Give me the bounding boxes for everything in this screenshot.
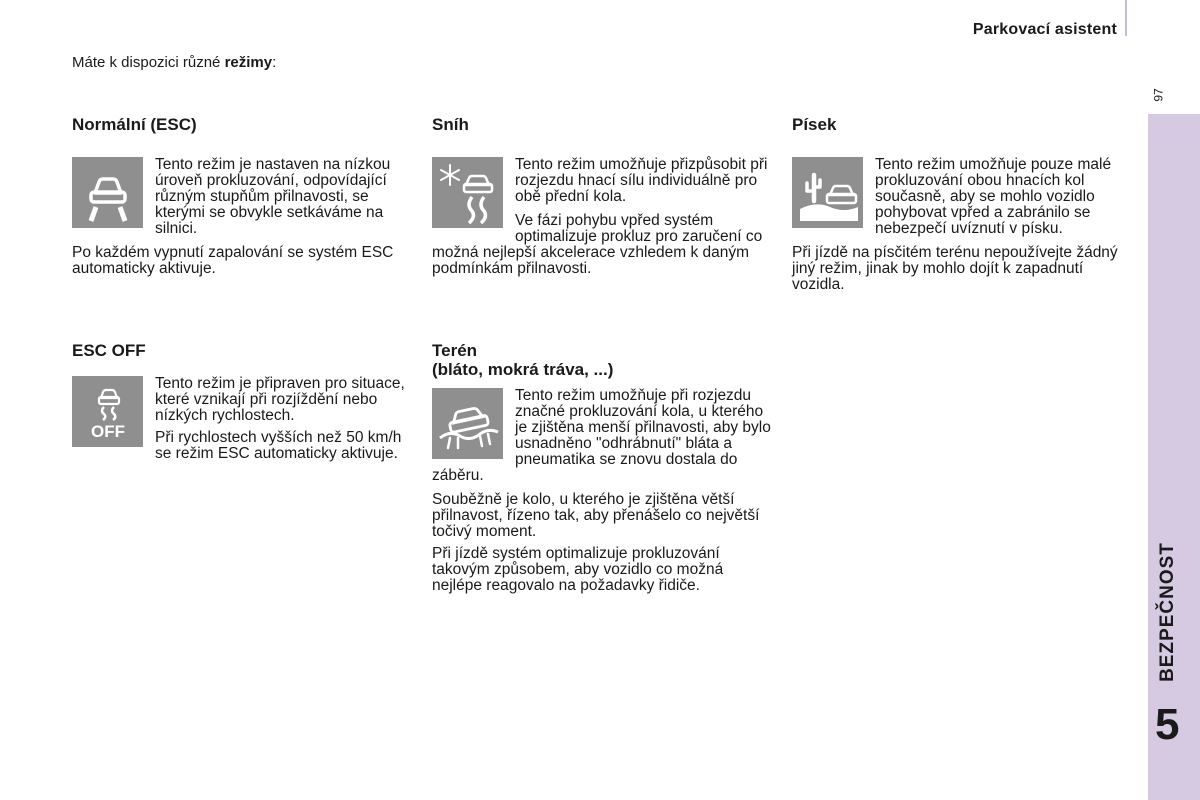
road-lanes-car-icon xyxy=(72,157,143,228)
section-title: Normální (ESC) xyxy=(72,115,197,134)
cactus-car-icon xyxy=(792,157,863,228)
header-title: Parkovací asistent xyxy=(972,21,1117,38)
intro-suffix: : xyxy=(272,54,277,71)
section-paragraph: Při rychlostech vyšších než 50 km/h se režim ESC automaticky aktivuje. xyxy=(155,429,402,462)
section-title-line2: (bláto, mokrá tráva, ...) xyxy=(432,360,614,379)
chapter-sidebar xyxy=(1148,114,1200,800)
section-title: ESC OFF xyxy=(72,341,146,360)
section-lead: Tento režim je připraven pro situace, které vznikají při rozjíždění nebo nízkých rychlostech. xyxy=(155,375,405,424)
header-divider xyxy=(1125,0,1127,36)
page-number: 97 xyxy=(1151,88,1166,102)
section-lead: Tento režim umožňuje při rozjezdu značné prokluzování kola, u kterého je zjištěna menší přilnavosti, aby bylo usnadněno "odhrábnutí" bláta a pneumatika se znovu dostala do záběru. xyxy=(432,387,771,484)
section-lead: Tento režim umožňuje pouze malé prokluzování obou hnacích kol současně, aby se mohlo vozidlo pohybovat vpřed a zabránilo se nebezpečí uvíznutí v písku. xyxy=(875,156,1112,237)
section-snow xyxy=(432,115,772,283)
mud-car-icon xyxy=(432,388,503,459)
section-title: Sníh xyxy=(432,115,469,134)
intro-bold: režimy xyxy=(224,54,273,71)
section-title-line1: Terén xyxy=(432,341,478,360)
chapter-name: BEZPEČNOST xyxy=(1157,542,1178,682)
section-paragraph: Ve fázi pohybu vpřed systém optimalizuje prokluz pro zaručení co možná nejlepší akcelerace vzhledem k daným podmínkám přilnavosti. xyxy=(432,212,763,277)
section-paragraph: Při jízdě systém optimalizuje prokluzování takovým způsobem, aby vozidlo co možná nejlépe reagovalo na požadavky řidiče. xyxy=(432,545,724,594)
esc-off-label: OFF xyxy=(90,421,125,441)
section-normal xyxy=(72,115,412,283)
section-paragraph: Při jízdě na písčitém terénu nepoužívejte žádný jiný režim, jinak by mohlo dojít k zapadnutí vozidla. xyxy=(792,244,1118,293)
section-paragraph: Souběžně je kolo, u kterého je zjištěna větší přilnavost, řízeno tak, aby přenášelo co největší točivý moment. xyxy=(432,491,760,540)
section-sand xyxy=(792,115,1132,299)
section-lead: Tento režim je nastaven na nízkou úroveň prokluzování, odpovídající různým stupňům přilnavosti, se kterými se obvykle setkáváme na silnici. xyxy=(155,156,391,237)
chapter-number: 5 xyxy=(1155,700,1180,749)
section-paragraph: Po každém vypnutí zapalování se systém ESC automaticky aktivuje. xyxy=(72,244,394,277)
intro-prefix: Máte k dispozici různé xyxy=(72,54,225,71)
intro-text xyxy=(72,54,276,71)
section-title: Písek xyxy=(792,115,837,134)
section-esc-off xyxy=(72,341,412,468)
esc-off-icon xyxy=(72,376,143,447)
snowflake-car-icon xyxy=(432,157,503,228)
section-lead: Tento režim umožňuje přizpůsobit při rozjezdu hnací sílu individuálně pro obě přední kola. xyxy=(515,156,768,205)
section-terrain xyxy=(432,341,772,600)
